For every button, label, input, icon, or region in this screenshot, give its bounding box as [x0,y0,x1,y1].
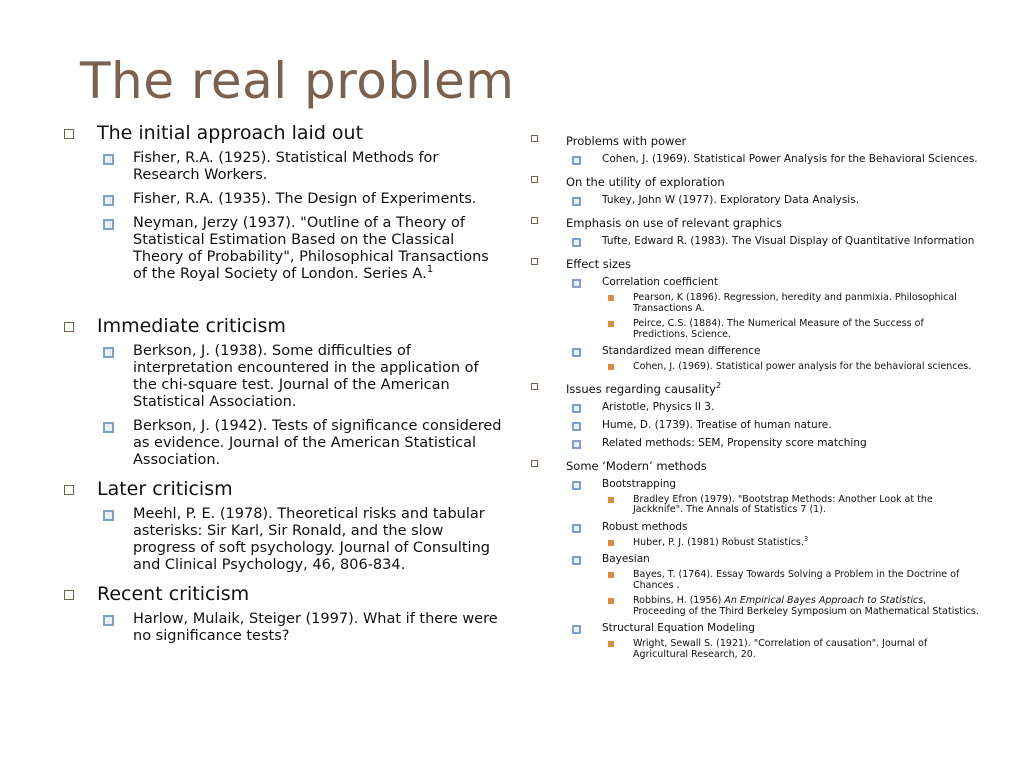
reference-text: Meehl, P. E. (1978). Theoretical risks and tabular asterisks: Sir Karl, Sir Ronald, and the slow progress of soft psychology. Journal of Consulting and Clinical Psychology, 46, 806-834. [133,506,490,573]
filled-square-bullet-icon [608,295,614,301]
reference-text-italic: An Empirical Bayes Approach to Statistics [724,595,924,606]
reference-item [97,611,502,645]
right-column [530,130,980,665]
section-recent-criticism [62,581,502,645]
section-heading: The initial approach laid out [97,122,364,144]
square-bullet-icon [103,347,114,358]
topic-item [566,553,980,617]
topic-list [566,478,980,661]
topic-item [566,478,980,516]
section-heading: Immediate criticism [97,315,286,337]
section-heading: Later criticism [97,478,233,500]
reference-list [566,194,980,207]
reference-text: Berkson, J. (1938). Some difficulties of interpretation encountered in the application of the chi-square test. Journal of the American Statistical Association. [133,343,479,410]
section-heading: Problems with power [566,134,687,148]
reference-text: Hume, D. (1739). Treatise of human nature. [602,418,832,431]
topic-text: Correlation coefficient [602,276,718,288]
section-heading: Recent criticism [97,583,250,605]
reference-item [602,319,980,340]
reference-text: Bayes, T. (1764). Essay Towards Solving a Problem in the Doctrine of Chances . [633,569,960,591]
reference-list [97,611,502,645]
reference-text: Aristotle, Physics II 3. [602,400,715,413]
reference-text: Huber, P. J. (1981) Robust Statistics. [633,536,804,548]
reference-text-post: , Proceeding of the Third Berkeley Symposium on Mathematical Statistics. [633,595,979,617]
hollow-square-bullet-icon [531,217,538,224]
reference-list [602,570,980,617]
square-bullet-icon [572,238,581,247]
left-list [62,120,502,645]
topic-text: Structural Equation Modeling [602,622,755,634]
square-bullet-icon [103,219,114,230]
reference-text: Berkson, J. (1942). Tests of significance considered as evidence. Journal of the American Statistical Association. [133,418,502,468]
square-bullet-icon [572,197,581,206]
footnote-marker: 1 [426,264,434,276]
square-bullet-icon [572,422,581,431]
hollow-square-bullet-icon [64,129,74,139]
hollow-square-bullet-icon [531,460,538,467]
reference-list [566,401,980,450]
reference-item [602,495,980,516]
reference-text: Cohen, J. (1969). Statistical Power Analysis for the Behavioral Sciences. [602,153,978,165]
hollow-square-bullet-icon [531,383,538,390]
reference-text: Tufte, Edward R. (1983). The Visual Display of Quantitative Information [602,235,975,247]
reference-item [97,215,502,283]
topic-item [566,622,980,660]
filled-square-bullet-icon [608,364,614,370]
reference-item [97,506,502,574]
reference-item [602,570,980,591]
section-initial-approach [62,120,502,283]
section-exploration [530,171,980,207]
reference-text-wrap [633,534,980,549]
filled-square-bullet-icon [608,497,614,503]
footnote-marker: 2 [715,380,722,390]
reference-item [97,191,502,208]
reference-item [97,150,502,184]
reference-text: Peirce, C.S. (1884). The Numerical Measure of the Success of Predictions. Science. [633,318,924,340]
topic-item [566,276,980,340]
hollow-square-bullet-icon [531,135,538,142]
square-bullet-icon [103,615,114,626]
reference-list [566,153,980,166]
square-bullet-icon [572,481,581,490]
reference-item [602,639,980,660]
reference-list [602,293,980,340]
reference-list [97,506,502,574]
reference-list [602,495,980,516]
section-power [530,130,980,166]
square-bullet-icon [103,422,114,433]
square-bullet-icon [572,556,581,565]
square-bullet-icon [572,279,581,288]
reference-text: Neyman, Jerzy (1937). "Outline of a Theory of Statistical Estimation Based on the Classical Theory of Probability", Philosophical Transactions of the Royal Society of London. Series A. [133,215,489,282]
section-effect-sizes [530,253,980,373]
reference-list [566,235,980,248]
topic-text: Bayesian [602,553,650,565]
slide-title: The real problem [80,52,515,110]
reference-text: Tukey, John W (1977). Exploratory Data Analysis. [602,194,860,206]
reference-text: Bradley Efron (1979). "Bootstrap Methods: Another Look at the Jackknife". The Annals of Statistics 7 (1). [633,493,933,515]
reference-item [566,153,980,166]
hollow-square-bullet-icon [531,258,538,265]
section-immediate-criticism [62,313,502,469]
reference-item [566,419,980,432]
reference-item [602,596,980,617]
reference-item [602,362,980,373]
square-bullet-icon [572,524,581,533]
reference-text: Fisher, R.A. (1935). The Design of Experiments. [133,191,477,207]
square-bullet-icon [103,195,114,206]
reference-text: Harlow, Mulaik, Steiger (1997). What if there were no significance tests? [133,611,498,644]
reference-text: Fisher, R.A. (1925). Statistical Methods for Research Workers. [133,150,439,183]
reference-list [97,150,502,283]
section-causality [530,378,980,450]
section-heading: Issues regarding causality [566,381,716,396]
reference-item [97,343,502,411]
reference-list [602,639,980,660]
topic-text: Standardized mean difference [602,345,761,357]
reference-item [602,534,980,549]
square-bullet-icon [572,348,581,357]
topic-item [566,521,980,549]
reference-text: Pearson, K (1896). Regression, heredity and panmixia. Philosophical Transactions A. [633,292,957,314]
section-graphics [530,212,980,248]
reference-item [97,418,502,469]
topic-item [566,345,980,373]
filled-square-bullet-icon [608,572,614,578]
section-heading: On the utility of exploration [566,175,725,189]
reference-text: Cohen, J. (1969). Statistical power analysis for the behavioral sciences. [633,361,972,372]
hollow-square-bullet-icon [64,485,74,495]
reference-item [602,293,980,314]
hollow-square-bullet-icon [64,590,74,600]
square-bullet-icon [572,625,581,634]
filled-square-bullet-icon [608,321,614,327]
square-bullet-icon [103,154,114,165]
topic-text: Bootstrapping [602,477,677,490]
square-bullet-icon [572,156,581,165]
reference-item [566,401,980,414]
section-heading: Some ‘Modern’ methods [566,458,707,473]
reference-text: Related methods: SEM, Propensity score matching [602,436,867,449]
reference-item [566,235,980,248]
reference-list [602,362,980,373]
hollow-square-bullet-icon [531,176,538,183]
left-column [62,120,502,652]
reference-list [97,343,502,469]
section-later-criticism [62,476,502,574]
reference-item [566,437,980,450]
hollow-square-bullet-icon [64,322,74,332]
square-bullet-icon [103,510,114,521]
right-list [530,130,980,660]
square-bullet-icon [572,404,581,413]
reference-item [566,194,980,207]
filled-square-bullet-icon [608,540,614,546]
topic-list [566,276,980,373]
topic-text: Robust methods [602,520,688,533]
filled-square-bullet-icon [608,641,614,647]
reference-text-wrap [633,596,980,617]
filled-square-bullet-icon [608,598,614,604]
reference-text-wrap [133,215,502,283]
section-heading: Emphasis on use of relevant graphics [566,216,782,230]
reference-list [602,534,980,549]
footnote-marker: 3 [803,534,809,543]
section-modern-methods [530,455,980,661]
square-bullet-icon [572,440,581,449]
section-heading: Effect sizes [566,257,632,271]
reference-text-pre: Robbins, H. (1956) [633,595,725,606]
section-heading-wrap [566,382,721,396]
reference-text: Wright, Sewall S. (1921). "Correlation of causation". Journal of Agricultural Research, 20. [633,638,928,660]
